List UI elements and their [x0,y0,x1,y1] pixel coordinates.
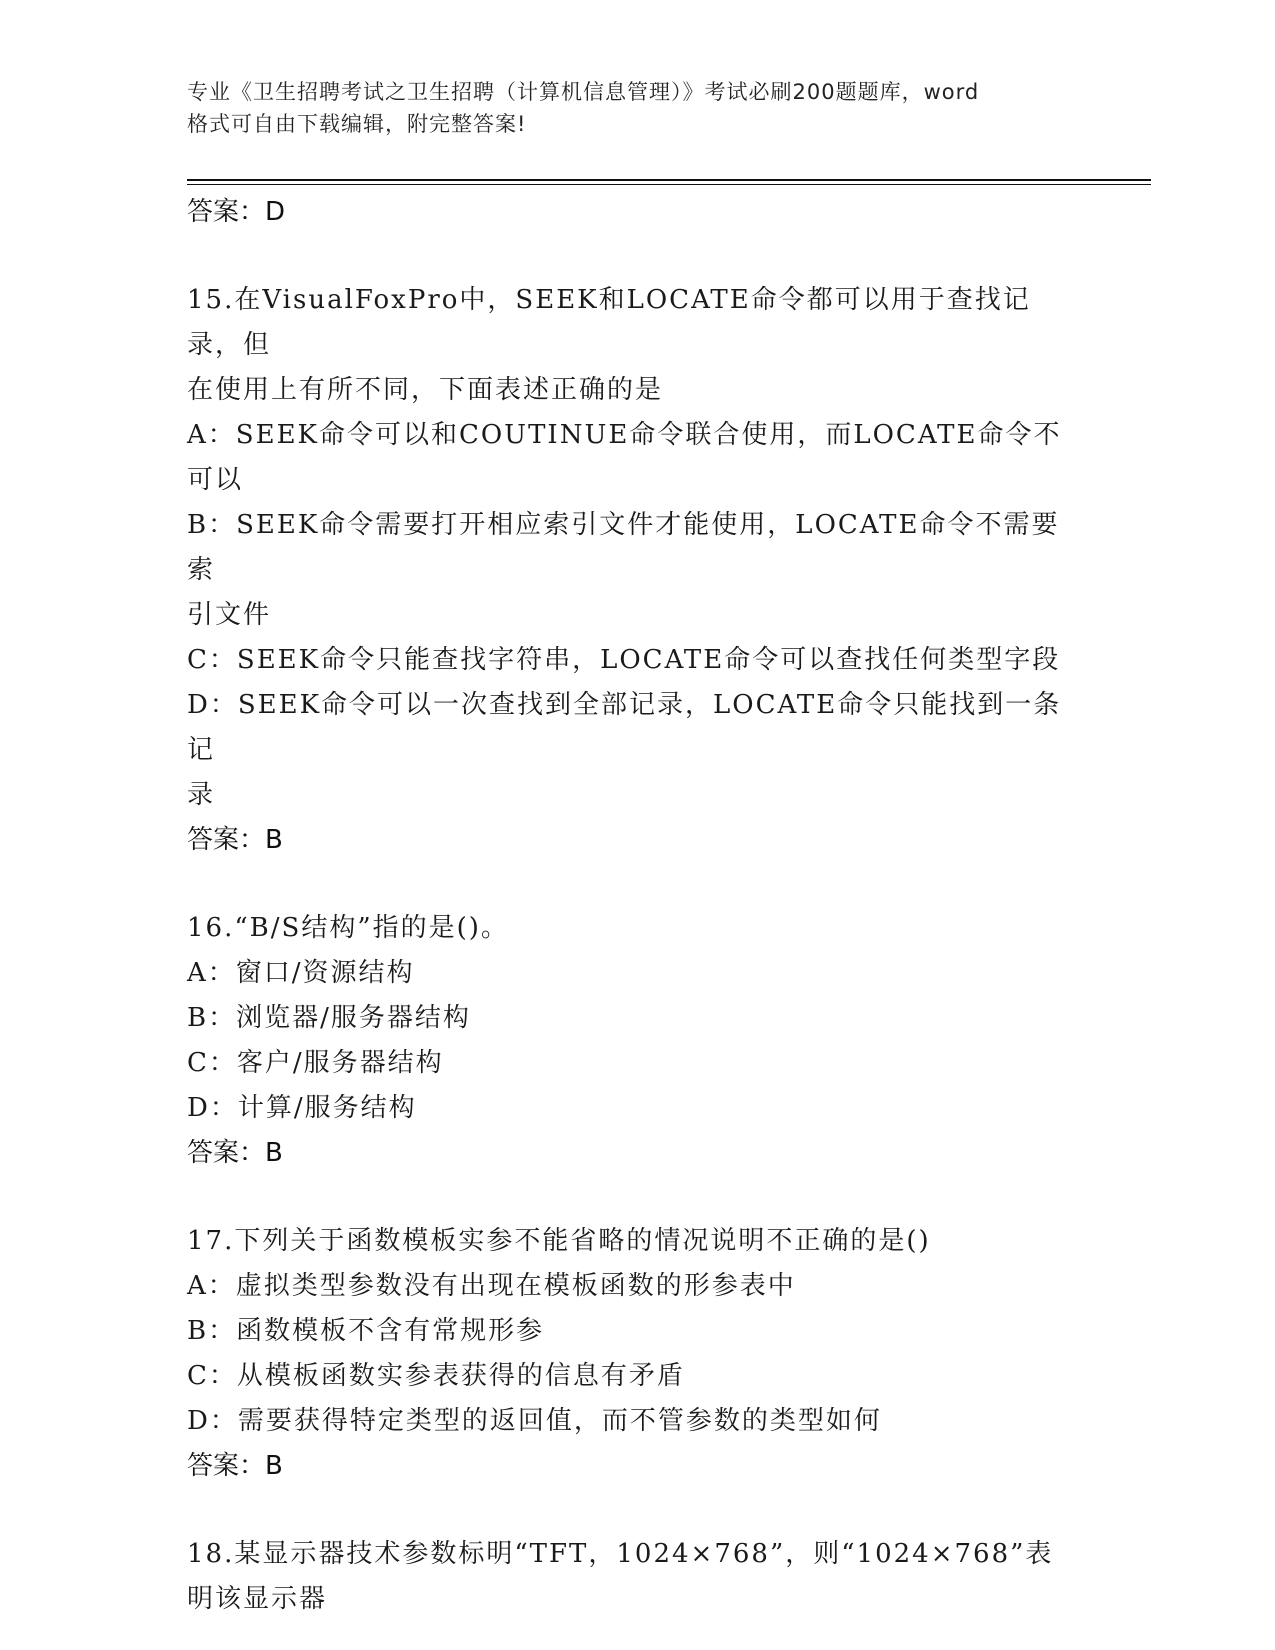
spacer [187,862,1077,906]
option-b: B：函数模板不含有常规形参 [187,1316,545,1346]
document-header [187,76,1087,140]
option-d: D：SEEK命令可以一次查找到全部记录，LOCATE命令只能找到一条记 [187,690,1062,765]
header-line-2: 格式可自由下载编辑，附完整答案! [187,112,527,136]
answer-17: 答案：B [187,1451,283,1481]
question-text-line: 明该显示器 [187,1584,328,1614]
question-text-line: 18.某显示器技术参数标明“TFT，1024×768”，则“1024×768”表 [187,1539,1054,1569]
option-c: C：SEEK命令只能查找字符串，LOCATE命令可以查找任何类型字段 [187,645,1061,675]
header-rule-thick [187,179,1151,181]
spacer [187,234,1077,278]
previous-answer: 答案：D [187,197,286,227]
option-a: A：SEEK命令可以和COUTINUE命令联合使用，而LOCATE命令不可以 [187,420,1062,495]
option-c: C：客户/服务器结构 [187,1048,444,1078]
option-b: B：SEEK命令需要打开相应索引文件才能使用，LOCATE命令不需要索 [187,510,1060,585]
question-text-line: 17.下列关于函数模板实参不能省略的情况说明不正确的是() [187,1226,931,1256]
option-c: C：从模板函数实参表获得的信息有矛盾 [187,1361,685,1391]
option-d-continued: 录 [187,780,216,810]
question-17 [187,1219,1077,1488]
answer-15: 答案：B [187,825,283,855]
option-b-continued: 引文件 [187,600,272,630]
question-text-line: 在使用上有所不同，下面表述正确的是 [187,375,664,405]
option-a: A：虚拟类型参数没有出现在模板函数的形参表中 [187,1271,796,1301]
spacer [187,1488,1077,1532]
question-15 [187,278,1077,862]
spacer [187,1175,1077,1219]
question-18 [187,1532,1077,1622]
question-16 [187,906,1077,1175]
question-list [187,190,1077,1622]
option-d: D：需要获得特定类型的返回值，而不管参数的类型如何 [187,1406,882,1436]
answer-16: 答案：B [187,1138,283,1168]
header-rule-thin [187,184,1151,185]
question-text-line: 16.“B/S结构”指的是()。 [187,913,509,943]
question-text-line: 15.在VisualFoxPro中，SEEK和LOCATE命令都可以用于查找记录，但 [187,285,1031,360]
option-a: A：窗口/资源结构 [187,958,415,988]
option-d: D：计算/服务结构 [187,1093,417,1123]
header-line-1: 专业《卫生招聘考试之卫生招聘（计算机信息管理）》考试必刷200题题库，word [187,80,980,104]
option-b: B：浏览器/服务器结构 [187,1003,471,1033]
